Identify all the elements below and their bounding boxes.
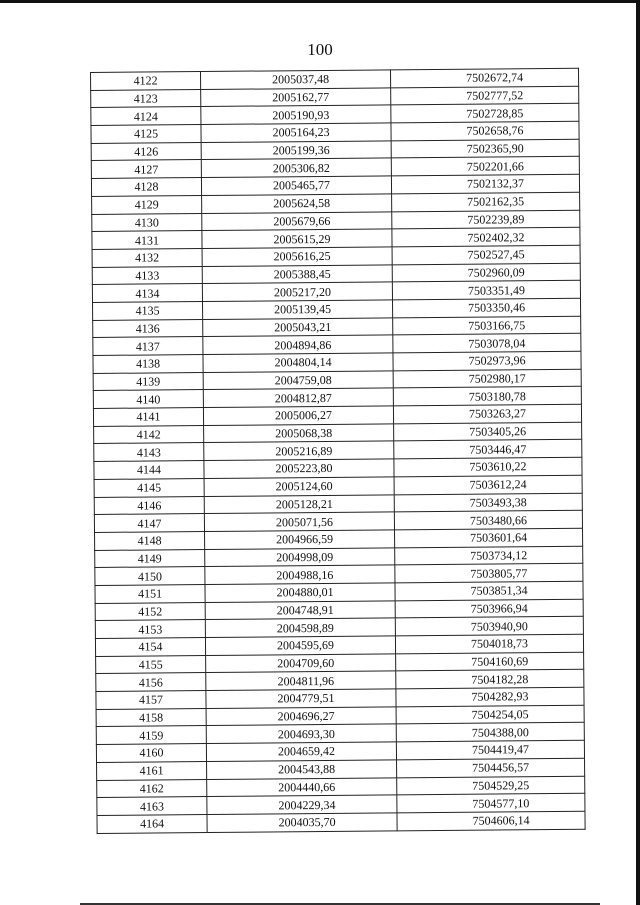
x-coordinate-cell: 2005139,45 (203, 300, 393, 319)
x-coordinate-cell: 2005199,36 (201, 141, 391, 160)
x-coordinate-cell: 2004595,69 (205, 636, 395, 655)
x-coordinate-cell: 2005124,60 (204, 477, 394, 496)
x-coordinate-cell: 2005217,20 (202, 282, 392, 301)
y-coordinate-cell: 7502365,90 (391, 139, 579, 158)
point-number-cell: 4142 (94, 425, 204, 444)
point-number-cell: 4164 (97, 814, 207, 833)
y-coordinate-cell: 7504254,05 (396, 705, 584, 724)
point-number-cell: 4123 (91, 89, 201, 108)
x-coordinate-cell: 2004229,34 (207, 795, 397, 814)
x-coordinate-cell: 2004966,59 (205, 530, 395, 549)
y-coordinate-cell: 7503601,64 (395, 528, 583, 547)
x-coordinate-cell: 2004440,66 (207, 777, 397, 796)
y-coordinate-cell: 7502980,17 (393, 369, 581, 388)
point-number-cell: 4152 (95, 602, 205, 621)
x-coordinate-cell: 2004811,96 (206, 671, 396, 690)
y-coordinate-cell: 7504456,57 (397, 758, 585, 777)
page-number: 100 (307, 40, 333, 59)
y-coordinate-cell: 7502728,85 (391, 104, 579, 123)
point-number-cell: 4129 (92, 195, 202, 214)
point-number-cell: 4162 (97, 779, 207, 798)
y-coordinate-cell: 7503940,90 (395, 617, 583, 636)
y-coordinate-cell: 7504606,14 (397, 811, 585, 830)
y-coordinate-cell: 7503166,75 (393, 316, 581, 335)
point-number-cell: 4125 (91, 125, 201, 144)
point-number-cell: 4146 (94, 496, 204, 515)
point-number-cell: 4138 (93, 355, 203, 374)
point-number-cell: 4127 (91, 160, 201, 179)
x-coordinate-cell: 2005164,23 (201, 123, 391, 142)
point-number-cell: 4134 (92, 284, 202, 303)
x-coordinate-cell: 2005616,25 (202, 247, 392, 266)
point-number-cell: 4158 (96, 708, 206, 727)
point-number-cell: 4137 (93, 337, 203, 356)
point-number-cell: 4154 (95, 638, 205, 657)
y-coordinate-cell: 7502162,35 (392, 192, 580, 211)
x-coordinate-cell: 2005465,77 (201, 176, 391, 195)
y-coordinate-cell: 7504160,69 (396, 652, 584, 671)
point-number-cell: 4147 (94, 514, 204, 533)
x-coordinate-cell: 2005306,82 (201, 158, 391, 177)
point-number-cell: 4136 (93, 319, 203, 338)
x-coordinate-cell: 2005388,45 (202, 264, 392, 283)
y-coordinate-cell: 7502132,37 (391, 174, 579, 193)
point-number-cell: 4155 (96, 655, 206, 674)
x-coordinate-cell: 2004998,09 (205, 547, 395, 566)
x-coordinate-cell: 2004812,87 (203, 388, 393, 407)
point-number-cell: 4153 (95, 620, 205, 639)
x-coordinate-cell: 2004659,42 (206, 742, 396, 761)
point-number-cell: 4139 (93, 372, 203, 391)
point-number-cell: 4144 (94, 461, 204, 480)
y-coordinate-cell: 7504388,00 (396, 723, 584, 742)
y-coordinate-cell: 7502402,32 (392, 227, 580, 246)
x-coordinate-cell: 2005162,77 (201, 88, 391, 107)
y-coordinate-cell: 7502672,74 (390, 68, 578, 87)
x-coordinate-cell: 2005679,66 (202, 211, 392, 230)
x-coordinate-cell: 2004748,91 (205, 600, 395, 619)
point-number-cell: 4131 (92, 231, 202, 250)
point-number-cell: 4141 (93, 408, 203, 427)
y-coordinate-cell: 7503612,24 (394, 475, 582, 494)
point-number-cell: 4161 (97, 761, 207, 780)
y-coordinate-cell: 7503480,66 (394, 510, 582, 529)
point-number-cell: 4124 (91, 107, 201, 126)
point-number-cell: 4156 (96, 673, 206, 692)
y-coordinate-cell: 7502658,76 (391, 121, 579, 140)
x-coordinate-cell: 2004598,89 (205, 618, 395, 637)
coordinates-table-container (90, 68, 585, 834)
x-coordinate-cell: 2004696,27 (206, 707, 396, 726)
table-row (97, 811, 585, 833)
y-coordinate-cell: 7503493,38 (394, 493, 582, 512)
x-coordinate-cell: 2005216,89 (204, 441, 394, 460)
y-coordinate-cell: 7504018,73 (395, 634, 583, 653)
y-coordinate-cell: 7503851,34 (395, 581, 583, 600)
y-coordinate-cell: 7503734,12 (395, 546, 583, 565)
x-coordinate-cell: 2005615,29 (202, 229, 392, 248)
x-coordinate-cell: 2005006,27 (203, 406, 393, 425)
y-coordinate-cell: 7502973,96 (393, 351, 581, 370)
point-number-cell: 4150 (95, 567, 205, 586)
point-number-cell: 4126 (91, 142, 201, 161)
point-number-cell: 4151 (95, 584, 205, 603)
table-body (91, 68, 586, 833)
point-number-cell: 4157 (96, 691, 206, 710)
x-coordinate-cell: 2004693,30 (206, 724, 396, 743)
point-number-cell: 4130 (92, 213, 202, 232)
scan-border-right (636, 0, 640, 905)
point-number-cell: 4122 (91, 72, 201, 91)
x-coordinate-cell: 2004779,51 (206, 689, 396, 708)
point-number-cell: 4160 (96, 744, 206, 763)
x-coordinate-cell: 2005068,38 (204, 424, 394, 443)
x-coordinate-cell: 2004804,14 (203, 353, 393, 372)
point-number-cell: 4149 (95, 549, 205, 568)
y-coordinate-cell: 7502960,09 (392, 263, 580, 282)
point-number-cell: 4133 (92, 266, 202, 285)
y-coordinate-cell: 7502201,66 (391, 157, 579, 176)
y-coordinate-cell: 7504577,10 (397, 793, 585, 812)
x-coordinate-cell: 2004709,60 (206, 654, 396, 673)
x-coordinate-cell: 2005223,80 (204, 459, 394, 478)
y-coordinate-cell: 7503180,78 (393, 387, 581, 406)
x-coordinate-cell: 2004880,01 (205, 583, 395, 602)
x-coordinate-cell: 2004759,08 (203, 371, 393, 390)
scan-border-top (0, 0, 640, 3)
point-number-cell: 4140 (93, 390, 203, 409)
point-number-cell: 4132 (92, 248, 202, 267)
y-coordinate-cell: 7503405,26 (394, 422, 582, 441)
y-coordinate-cell: 7503446,47 (394, 440, 582, 459)
y-coordinate-cell: 7503966,94 (395, 599, 583, 618)
point-number-cell: 4135 (93, 301, 203, 320)
x-coordinate-cell: 2005624,58 (202, 194, 392, 213)
point-number-cell: 4163 (97, 797, 207, 816)
y-coordinate-cell: 7502777,52 (391, 86, 579, 105)
coordinates-table (90, 68, 586, 834)
x-coordinate-cell: 2004988,16 (205, 565, 395, 584)
y-coordinate-cell: 7503350,46 (392, 298, 580, 317)
y-coordinate-cell: 7503263,27 (393, 404, 581, 423)
x-coordinate-cell: 2005037,48 (201, 70, 391, 89)
point-number-cell: 4128 (91, 178, 201, 197)
x-coordinate-cell: 2005128,21 (204, 494, 394, 513)
y-coordinate-cell: 7504529,25 (397, 776, 585, 795)
y-coordinate-cell: 7503078,04 (393, 334, 581, 353)
point-number-cell: 4143 (94, 443, 204, 462)
x-coordinate-cell: 2004543,88 (207, 760, 397, 779)
point-number-cell: 4148 (95, 531, 205, 550)
y-coordinate-cell: 7503805,77 (395, 563, 583, 582)
y-coordinate-cell: 7503351,49 (392, 280, 580, 299)
x-coordinate-cell: 2005190,93 (201, 105, 391, 124)
point-number-cell: 4159 (96, 726, 206, 745)
x-coordinate-cell: 2004894,86 (203, 335, 393, 354)
x-coordinate-cell: 2005043,21 (203, 317, 393, 336)
y-coordinate-cell: 7504182,28 (396, 670, 584, 689)
y-coordinate-cell: 7503610,22 (394, 457, 582, 476)
y-coordinate-cell: 7502527,45 (392, 245, 580, 264)
y-coordinate-cell: 7504419,47 (396, 740, 584, 759)
x-coordinate-cell: 2004035,70 (207, 813, 397, 832)
y-coordinate-cell: 7504282,93 (396, 687, 584, 706)
y-coordinate-cell: 7502239,89 (392, 210, 580, 229)
x-coordinate-cell: 2005071,56 (204, 512, 394, 531)
point-number-cell: 4145 (94, 478, 204, 497)
